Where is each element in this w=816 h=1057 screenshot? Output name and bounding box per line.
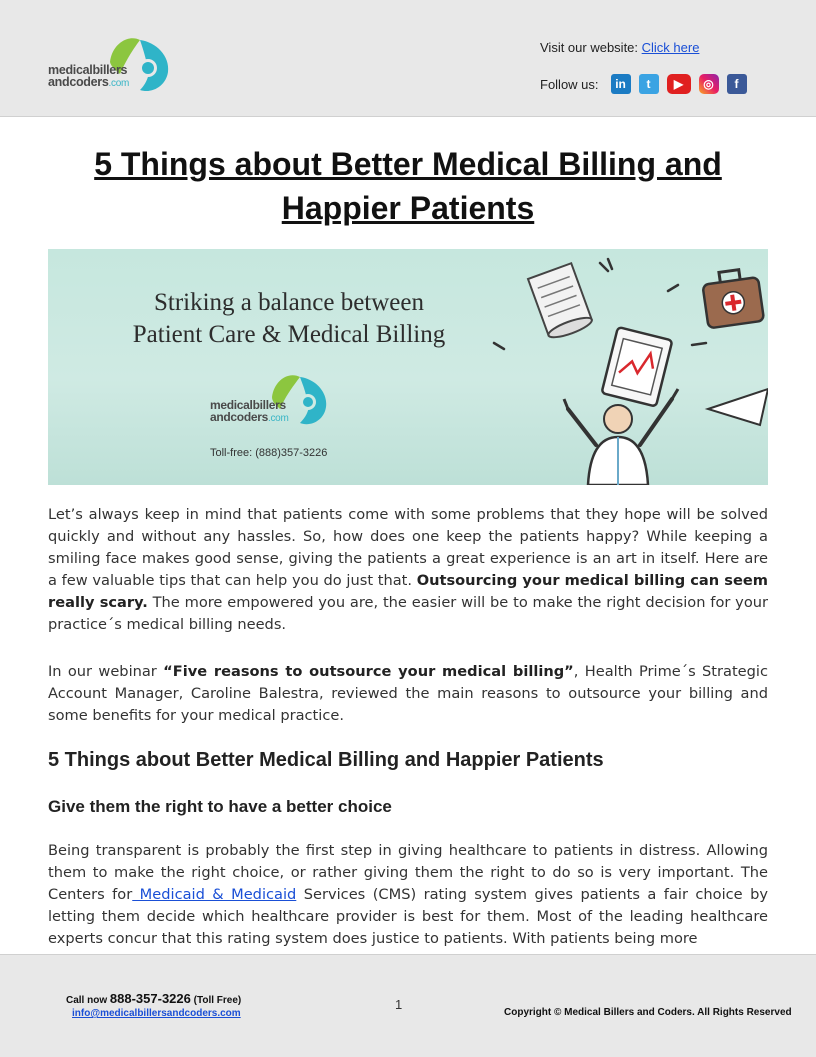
youtube-icon[interactable]: ▶ (667, 74, 691, 94)
hero-banner-image (48, 249, 768, 485)
page-header (0, 0, 816, 117)
webinar-text-b: , Health Prime´s Strategic Account Manager, Caroline Balestra, reviewed the main reasons to outsource your billing and some benefits for your medical practice. (48, 663, 768, 724)
webinar-bold: “Five reasons to outsource your medical billing” (163, 663, 574, 680)
subsection-heading: Give them the right to have a better choice (48, 797, 392, 816)
social-links (611, 74, 747, 94)
choice-text-b: Services (CMS) rating system gives patients a fair choice by letting them decide which healthcare provider is best for them. Most of the leading healthcare experts concur that this rating system does justice to patients. With patients being more (48, 886, 768, 947)
visit-website (540, 40, 699, 55)
title-line1: 5 Things about Better Medical Billing and (94, 146, 722, 182)
banner-logo-line1: medicalbillers (210, 398, 286, 412)
intro-bold: Outsourcing your medical billing can seem really scary. (48, 572, 768, 611)
banner-line2: Patient Care & Medical Billing (132, 321, 446, 348)
logo-line2: andcoders (48, 75, 109, 89)
company-logo[interactable] (48, 34, 178, 96)
section-heading: 5 Things about Better Medical Billing and Happier Patients (48, 749, 604, 771)
logo-line1: medicalbillers (48, 63, 128, 77)
intro-text-b: The more empowered you are, the easier will be to make the right decision for your practice´s medical billing needs. (48, 594, 769, 633)
choice-text-a: Being transparent is probably the first step in giving healthcare to patients in distress. Allowing them to make the right choice, or rather giving them the right to do so is very important. The Centers for (48, 842, 768, 903)
doctor-juggling-illustration-icon (468, 249, 768, 485)
webinar-text-a: In our webinar (48, 663, 164, 680)
visit-label: Visit our website: (540, 40, 642, 55)
instagram-icon[interactable]: ◎ (699, 74, 719, 94)
intro-paragraph (48, 504, 768, 636)
linkedin-icon[interactable]: in (611, 74, 631, 94)
call-now (66, 991, 241, 1006)
follow-label: Follow us: (540, 76, 599, 92)
copyright-text: Copyright © Medical Billers and Coders. All Rights Reserved (504, 1007, 792, 1018)
email-link[interactable]: info@medicalbillersandcoders.com (72, 1008, 241, 1019)
banner-headline (106, 287, 472, 351)
banner-logo-line2: andcoders (210, 410, 268, 424)
choice-paragraph (48, 840, 768, 950)
follow-us (540, 74, 747, 94)
banner-logo-text (210, 399, 288, 425)
webinar-paragraph (48, 661, 768, 727)
twitter-icon[interactable]: t (639, 74, 659, 94)
page-footer (0, 954, 816, 1057)
call-number[interactable]: 888-357-3226 (109, 991, 191, 1006)
call-suffix: (Toll Free) (190, 995, 242, 1006)
banner-logo (210, 371, 340, 429)
logo-tld: .com (108, 78, 129, 89)
medicaid-link[interactable]: Medicaid & Medicaid (132, 886, 297, 903)
page-title (48, 142, 768, 230)
call-label: Call now (66, 995, 110, 1006)
banner-logo-tld: .com (268, 413, 289, 424)
banner-line1: Striking a balance between (153, 289, 425, 316)
logo-text (48, 64, 129, 90)
click-here-link[interactable]: Click here (641, 40, 700, 55)
intro-text-a: Let’s always keep in mind that patients come with some problems that they hope will be solved quickly and without any hassles. So, how does one keep the patients happy? While keeping a smiling face makes good sense, giving the patients a great experience is an art in itself. Here are a few valuable tips that can help you do just that. (48, 506, 768, 589)
title-line2: Happier Patients (281, 190, 535, 226)
page-number: 1 (395, 997, 403, 1012)
facebook-icon[interactable]: f (727, 74, 747, 94)
banner-tollfree: Toll-free: (888)357-3226 (210, 447, 328, 459)
